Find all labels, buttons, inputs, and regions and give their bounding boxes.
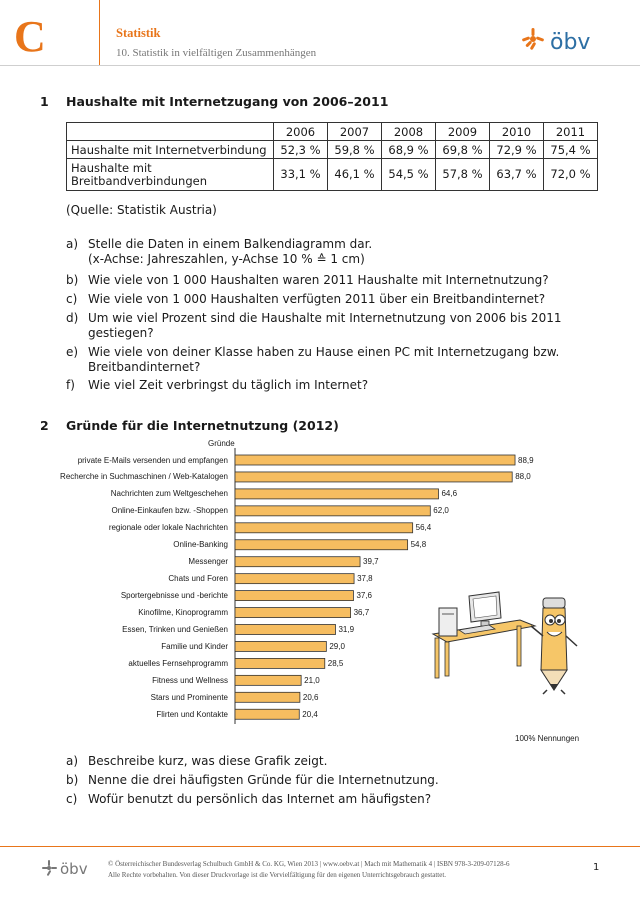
pc-tower-icon [439, 608, 457, 636]
chart-category-label: aktuelles Fernsehprogramm [128, 658, 228, 668]
internet-households-table [66, 122, 598, 191]
footer-rights: Alle Rechte vorbehalten. Von dieser Druckvorlage ist die Vervielfältigung für den eigenen Unterrichtsgebrauch gestattet. [108, 871, 447, 879]
question-text: Wie viele von 1 000 Haushalten verfügten 2011 über ein Breitbandinternet? [88, 292, 546, 306]
table-cell: 52,3 % [274, 141, 328, 159]
section1-title: Haushalte mit Internetzugang von 2006–2011 [66, 94, 389, 109]
monitor-icon [469, 592, 501, 626]
table-row [67, 159, 598, 191]
chart-category-label: Fitness und Wellness [152, 675, 228, 685]
chart-data-label: 88,9 [518, 455, 534, 465]
chart-category-label: private E-Mails versenden und empfangen [77, 455, 228, 465]
chart-data-label: 56,4 [415, 523, 432, 533]
chart-category-label: Essen, Trinken und Genießen [122, 625, 228, 634]
row-label-line2: Breitbandverbindungen [71, 173, 208, 188]
chart-data-label: 64,6 [441, 489, 458, 499]
chart-bar [235, 641, 326, 651]
pencil-mascot-icon [531, 598, 577, 694]
chart-category-label: Recherche in Suchmaschinen / Web-Katalogen [60, 472, 228, 482]
chapter-letter: C [14, 12, 46, 61]
chart-category-label: Stars und Prominente [150, 692, 228, 702]
oebv-logo [518, 24, 608, 56]
table-header-cell: 2006 [274, 123, 328, 141]
chart-bar [235, 506, 430, 516]
table-cell: 54,5 % [382, 159, 436, 191]
question-text [88, 345, 578, 375]
chart-bar [235, 540, 408, 550]
chart-category-label: Sportergebnisse und -berichte [120, 591, 228, 601]
footer-logo-text: öbv [60, 860, 88, 878]
chart-category-label: Flirten und Kontakte [156, 709, 228, 719]
header-divider [99, 0, 100, 66]
chart-category-label: Nachrichten zum Weltgeschehen [110, 489, 228, 499]
footer-rule [0, 846, 640, 847]
chart-bar [235, 709, 299, 719]
footer-star-icon [42, 860, 57, 876]
chart-data-label: 36,7 [353, 608, 370, 618]
chart-bar [235, 675, 301, 685]
source-note: (Quelle: Statistik Austria) [66, 203, 217, 217]
chart-category-label: Familie und Kinder [161, 641, 228, 651]
chart-data-label: 54,8 [410, 540, 427, 550]
oebv-star-icon [522, 28, 545, 50]
question-label: a) [66, 237, 79, 251]
question-label: d) [66, 311, 79, 325]
chart-data-label: 31,9 [338, 625, 355, 634]
chart-category-label: Chats und Foren [168, 574, 228, 584]
question-label: c) [66, 292, 78, 306]
question-line: Um wie viel Prozent sind die Haushalte mit Internetnutzung von 2006 bis 2011 [88, 311, 562, 325]
table-cell: 57,8 % [436, 159, 490, 191]
chart-data-label: 37,6 [356, 591, 373, 601]
chart-category-label: Online-Einkaufen bzw. -Shoppen [111, 506, 228, 516]
table-cell: 69,8 % [436, 141, 490, 159]
chart-bar [235, 658, 325, 668]
row-label: Haushalte mit Internetverbindung [67, 141, 274, 159]
chart-data-label: 28,5 [327, 658, 344, 668]
question-text [88, 237, 578, 267]
chart-bar [235, 455, 515, 465]
chart-data-label: 21,0 [304, 675, 320, 685]
question-label: b) [66, 273, 79, 287]
logo-text: öbv [550, 30, 591, 55]
question-label: c) [66, 792, 78, 806]
table-header-cell: 2007 [328, 123, 382, 141]
question-text [88, 311, 578, 341]
chart-category-label: regionale oder lokale Nachrichten [108, 523, 228, 533]
table-header-cell: 2011 [544, 123, 598, 141]
chart-data-label: 37,8 [357, 574, 373, 584]
chart-data-label: 62,0 [433, 506, 449, 516]
table-cell: 33,1 % [274, 159, 328, 191]
chart-bar [235, 608, 351, 618]
chart-category-label: Messenger [188, 557, 228, 567]
question-line: Wie viele von deiner Klasse haben zu Hause einen PC mit Internetzugang bzw. [88, 345, 560, 359]
table-header-row [67, 123, 598, 141]
question-text: Nenne die drei häufigsten Gründe für die Internetnutzung. [88, 773, 439, 787]
chart-bar [235, 489, 438, 499]
section2-title: Gründe für die Internetnutzung (2012) [66, 418, 339, 433]
chart-data-label: 20,6 [302, 692, 319, 702]
chart-bar [235, 557, 360, 567]
table-cell: 72,9 % [490, 141, 544, 159]
table-cell: 59,8 % [328, 141, 382, 159]
question-line: Stelle die Daten in einem Balkendiagramm dar. [88, 237, 373, 251]
section2-number: 2 [40, 418, 49, 433]
table-cell: 68,9 % [382, 141, 436, 159]
chart-bar [235, 574, 354, 584]
chart-data-label: 39,7 [363, 557, 379, 567]
chart-category-label: Online-Banking [173, 540, 228, 550]
row-label [67, 159, 274, 191]
question-text: Beschreibe kurz, was diese Grafik zeigt. [88, 754, 328, 768]
chart-bar [235, 591, 353, 601]
question-line: Breitbandinternet? [88, 360, 201, 374]
chart-ylabel: Gründe [208, 439, 235, 448]
question-label: f) [66, 378, 75, 392]
chart-category-label: Kinofilme, Kinoprogramm [138, 608, 228, 618]
table-cell: 75,4 % [544, 141, 598, 159]
table-cell: 63,7 % [490, 159, 544, 191]
row-label-line1: Haushalte mit [71, 160, 152, 175]
table-row [67, 141, 598, 159]
table-header-cell: 2010 [490, 123, 544, 141]
question-label: a) [66, 754, 79, 768]
table-header-cell: 2008 [382, 123, 436, 141]
chart-xlabel: 100% Nennungen [515, 734, 580, 743]
question-line: (x-Achse: Jahreszahlen, y-Achse 10 % ≙ 1 cm) [88, 252, 365, 266]
footer-copyright: © Österreichischer Bundesverlag Schulbuch GmbH & Co. KG, Wien 2013 | www.oebv.at | Mach mit Mathematik 4 | ISBN 978-3-209-07128-6 [108, 860, 510, 868]
chart-data-label: 20,4 [302, 709, 318, 719]
chart-data-label: 88,0 [515, 472, 531, 482]
footer-oebv-logo [40, 858, 98, 878]
header-title: Statistik [116, 26, 161, 40]
page-number: 1 [593, 862, 600, 873]
chart-bar [235, 472, 512, 482]
question-text: Wofür benutzt du persönlich das Internet am häufigsten? [88, 792, 432, 806]
computer-pencil-illustration [425, 590, 600, 695]
chart-bar [235, 625, 335, 635]
table-cell: 72,0 % [544, 159, 598, 191]
question-line: gestiegen? [88, 326, 154, 340]
header-rule [0, 65, 640, 66]
chart-bar [235, 692, 300, 702]
header-subtitle: 10. Statistik in vielfältigen Zusammenhängen [116, 47, 317, 59]
table-corner-cell [67, 123, 274, 141]
chart-bar [235, 523, 413, 533]
question-text: Wie viele von 1 000 Haushalten waren 2011 Haushalte mit Internetnutzung? [88, 273, 549, 287]
table-cell: 46,1 % [328, 159, 382, 191]
question-text: Wie viel Zeit verbringst du täglich im Internet? [88, 378, 369, 392]
question-label: e) [66, 345, 79, 359]
section1-number: 1 [40, 94, 49, 109]
question-label: b) [66, 773, 79, 787]
table-header-cell: 2009 [436, 123, 490, 141]
chart-data-label: 29,0 [329, 641, 345, 651]
